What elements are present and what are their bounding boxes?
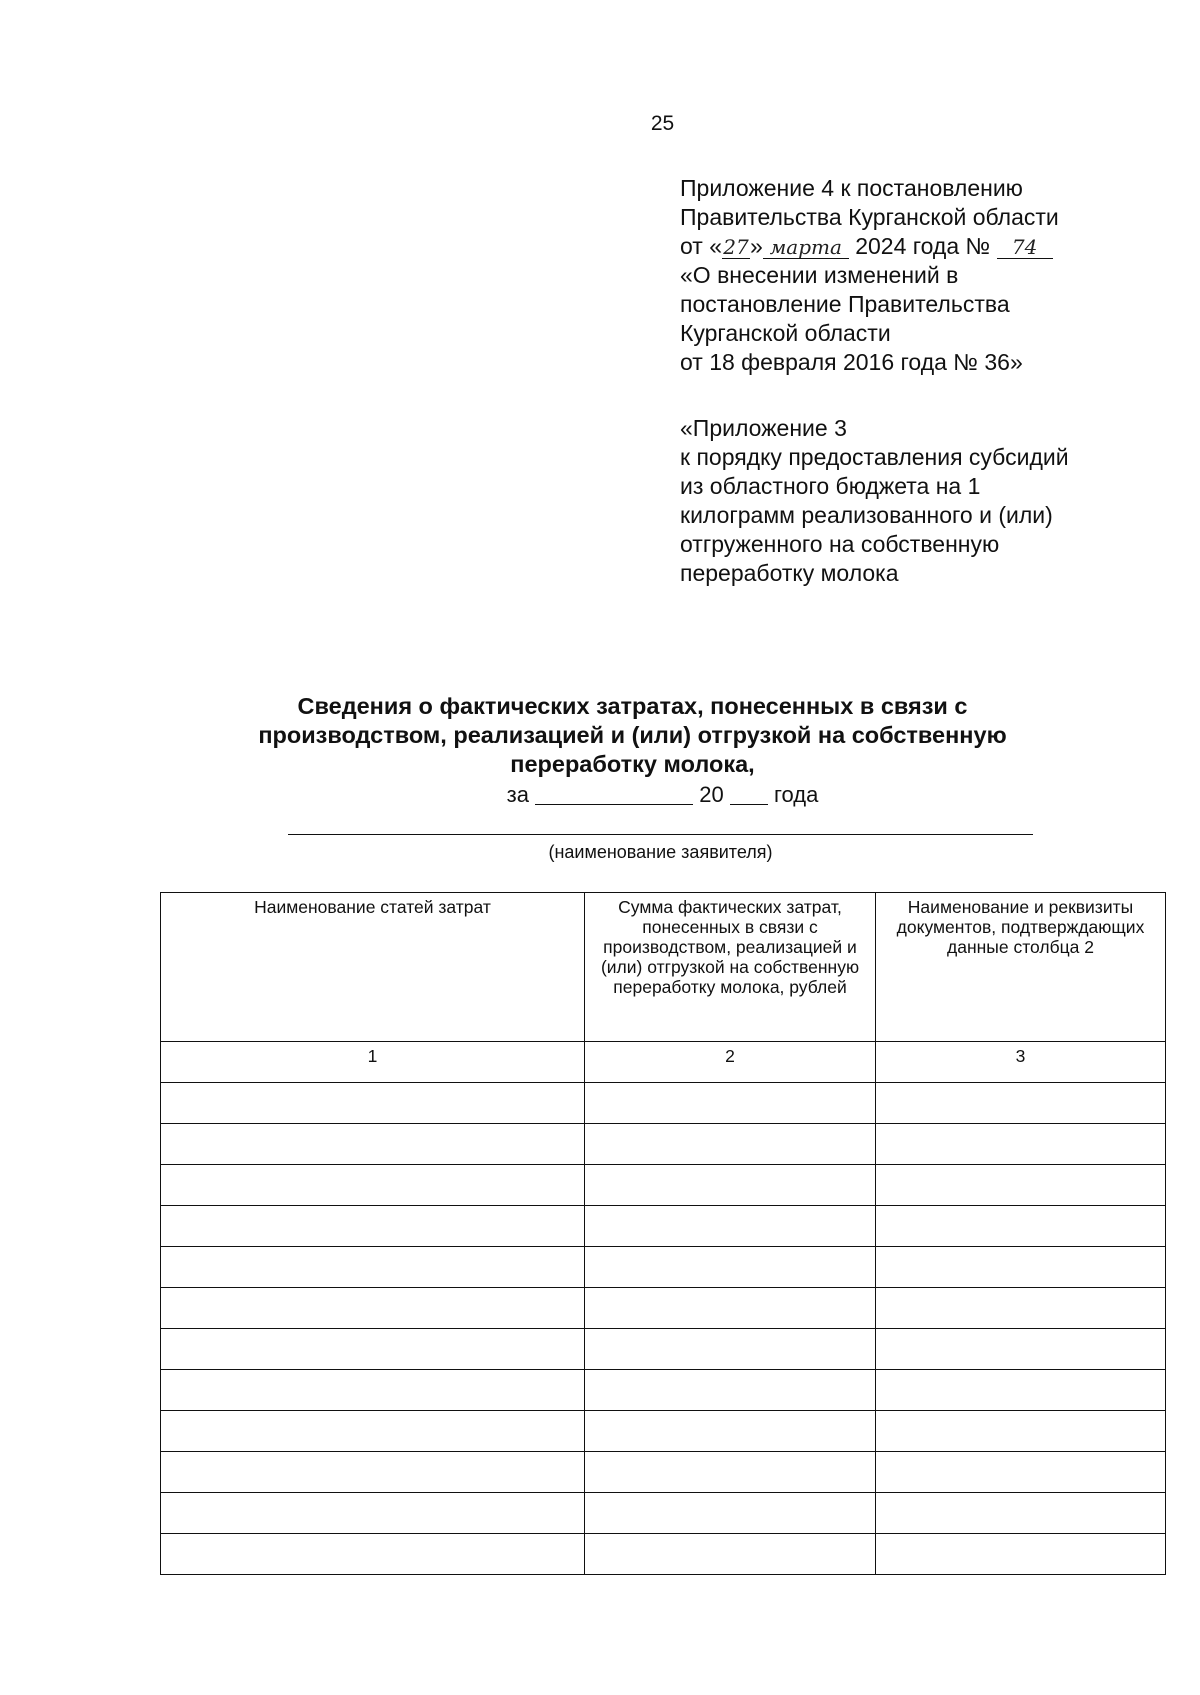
document-title <box>220 692 1045 779</box>
table-cell[interactable] <box>585 1493 876 1534</box>
table-header-row <box>161 893 1166 1042</box>
table-cell[interactable] <box>876 1534 1166 1575</box>
handwritten-number: 74 <box>997 236 1053 259</box>
table-cell[interactable] <box>876 1370 1166 1411</box>
table-cell[interactable] <box>585 1288 876 1329</box>
title-line-1: Сведения о фактических затратах, понесенных в связи с <box>297 693 968 719</box>
table-cell[interactable] <box>876 1329 1166 1370</box>
appendix-4-line-4: «О внесении изменений в <box>680 262 959 288</box>
page-number: 25 <box>650 112 675 135</box>
table-cell[interactable] <box>585 1124 876 1165</box>
table-cell[interactable] <box>876 1247 1166 1288</box>
table-cell[interactable] <box>161 1370 585 1411</box>
reporting-period-line <box>0 782 1200 808</box>
table-cell[interactable] <box>161 1247 585 1288</box>
appendix-4-line-6: Курганской области <box>680 320 891 346</box>
table-row <box>161 1083 1166 1124</box>
table-cell[interactable] <box>876 1083 1166 1124</box>
column-number-2: 2 <box>585 1042 876 1083</box>
appendix-4-header <box>680 174 1180 377</box>
appendix-3-line-1: «Приложение 3 <box>680 415 847 441</box>
table-cell[interactable] <box>876 1411 1166 1452</box>
table-cell[interactable] <box>876 1452 1166 1493</box>
appendix-3-header <box>680 414 1180 588</box>
table-cell[interactable] <box>585 1083 876 1124</box>
table-cell[interactable] <box>161 1452 585 1493</box>
appendix-3-line-5: отгруженного на собственную <box>680 531 1000 557</box>
column-number-1: 1 <box>161 1042 585 1083</box>
table-cell[interactable] <box>161 1124 585 1165</box>
title-line-3: переработку молока, <box>510 751 755 777</box>
table-row <box>161 1247 1166 1288</box>
column-numbers-row <box>161 1042 1166 1083</box>
table-row <box>161 1411 1166 1452</box>
costs-table <box>160 892 1166 1575</box>
table-cell[interactable] <box>876 1493 1166 1534</box>
date-quote: » <box>750 233 763 259</box>
table-cell[interactable] <box>161 1206 585 1247</box>
appendix-4-line-2: Правительства Курганской области <box>680 204 1059 230</box>
handwritten-month: марта <box>763 236 849 259</box>
table-row <box>161 1493 1166 1534</box>
date-year: 2024 года № <box>848 233 997 259</box>
period-year-prefix: 20 <box>699 782 724 807</box>
header-supporting-documents: Наименование и реквизиты документов, подтверждающих данные столбца 2 <box>876 893 1166 1042</box>
table-row <box>161 1534 1166 1575</box>
appendix-3-line-6: переработку молока <box>680 560 899 586</box>
appendix-4-line-7: от 18 февраля 2016 года № 36» <box>680 349 1023 375</box>
table-cell[interactable] <box>876 1124 1166 1165</box>
table-cell[interactable] <box>161 1534 585 1575</box>
table-cell[interactable] <box>585 1206 876 1247</box>
applicant-name-caption: (наименование заявителя) <box>548 842 773 862</box>
date-prefix: от « <box>680 233 723 259</box>
table-cell[interactable] <box>876 1165 1166 1206</box>
table-cell[interactable] <box>585 1329 876 1370</box>
table-cell[interactable] <box>585 1452 876 1493</box>
table-row <box>161 1329 1166 1370</box>
table-cell[interactable] <box>161 1493 585 1534</box>
appendix-3-line-4: килограмм реализованного и (или) <box>680 502 1053 528</box>
table-cell[interactable] <box>161 1083 585 1124</box>
period-blank-field[interactable] <box>535 804 693 805</box>
table-cell[interactable] <box>161 1288 585 1329</box>
appendix-4-date-line <box>680 232 1180 261</box>
table-cell[interactable] <box>585 1411 876 1452</box>
header-actual-costs: Сумма фактических затрат, понесенных в связи с производством, реализацией и (или) отгрузкой на собственную переработку молока, рублей <box>585 893 876 1042</box>
table-row <box>161 1370 1166 1411</box>
year-blank-field[interactable] <box>730 804 768 805</box>
table-cell[interactable] <box>876 1288 1166 1329</box>
appendix-4-line-5: постановление Правительства <box>680 291 1010 317</box>
applicant-name-field[interactable] <box>288 834 1033 835</box>
title-line-2: производством, реализацией и (или) отгрузкой на собственную <box>258 722 1007 748</box>
appendix-4-line-1: Приложение 4 к постановлению <box>680 175 1023 201</box>
header-cost-items: Наименование статей затрат <box>161 893 585 1042</box>
table-row <box>161 1124 1166 1165</box>
table-cell[interactable] <box>585 1247 876 1288</box>
table-cell[interactable] <box>585 1165 876 1206</box>
table-row <box>161 1452 1166 1493</box>
table-cell[interactable] <box>161 1165 585 1206</box>
table-cell[interactable] <box>161 1411 585 1452</box>
table-row <box>161 1206 1166 1247</box>
table-cell[interactable] <box>161 1329 585 1370</box>
handwritten-day: 27 <box>723 235 749 259</box>
table-cell[interactable] <box>585 1370 876 1411</box>
period-suffix: года <box>773 782 819 807</box>
column-number-3: 3 <box>876 1042 1166 1083</box>
table-row <box>161 1288 1166 1329</box>
table-cell[interactable] <box>585 1534 876 1575</box>
period-prefix: за <box>506 782 529 807</box>
table-cell[interactable] <box>876 1206 1166 1247</box>
appendix-3-line-3: из областного бюджета на 1 <box>680 473 981 499</box>
table-row <box>161 1165 1166 1206</box>
appendix-3-line-2: к порядку предоставления субсидий <box>680 444 1069 470</box>
